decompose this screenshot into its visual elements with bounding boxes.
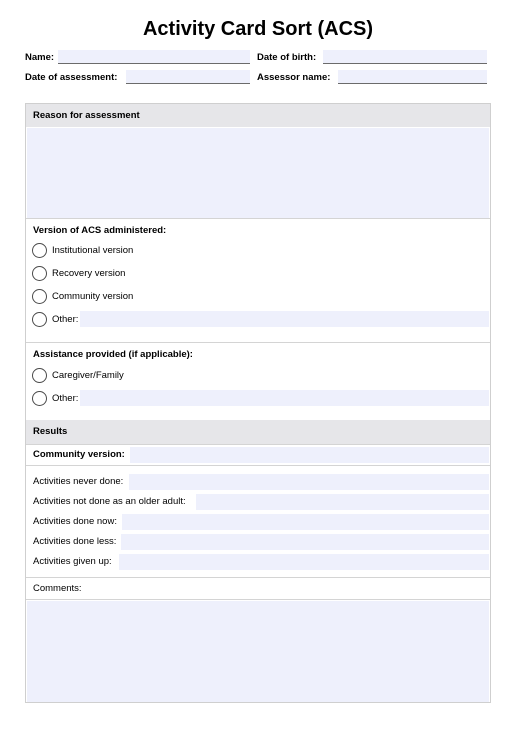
- assistance-other-field[interactable]: [80, 390, 489, 406]
- divider: [26, 342, 490, 343]
- community-version-label: Community version:: [33, 449, 125, 460]
- divider: [26, 444, 490, 445]
- date-of-assessment-field[interactable]: [126, 70, 250, 84]
- comments-label: Comments:: [33, 583, 82, 594]
- version-other-field[interactable]: [80, 311, 489, 327]
- version-heading: Version of ACS administered:: [33, 225, 167, 236]
- radio-community-version[interactable]: [32, 289, 47, 304]
- divider: [26, 218, 490, 219]
- option-label-version-other: Other:: [52, 314, 79, 325]
- community-version-field[interactable]: [130, 447, 489, 463]
- activities-given-up-field[interactable]: [119, 554, 489, 570]
- divider: [26, 599, 490, 600]
- date-of-birth-label: Date of birth:: [257, 52, 317, 63]
- radio-institutional-version[interactable]: [32, 243, 47, 258]
- reason-textarea[interactable]: [27, 128, 489, 218]
- results-section-header: Results: [26, 420, 490, 444]
- activities-done-less-label: Activities done less:: [33, 536, 117, 547]
- activities-done-now-label: Activities done now:: [33, 516, 117, 527]
- date-of-assessment-label: Date of assessment:: [25, 72, 118, 83]
- date-of-birth-field[interactable]: [323, 50, 487, 64]
- assistance-heading: Assistance provided (if applicable):: [33, 349, 193, 360]
- option-label-community-version: Community version: [52, 291, 134, 302]
- radio-version-other[interactable]: [32, 312, 47, 327]
- activities-given-up-label: Activities given up:: [33, 556, 112, 567]
- activities-done-now-field[interactable]: [122, 514, 489, 530]
- activities-never-done-label: Activities never done:: [33, 476, 124, 487]
- option-label-institutional-version: Institutional version: [52, 245, 134, 256]
- divider: [26, 465, 490, 466]
- assessor-name-label: Assessor name:: [257, 72, 331, 83]
- activities-not-done-older-label: Activities not done as an older adult:: [33, 496, 186, 507]
- activities-done-less-field[interactable]: [121, 534, 489, 550]
- assessment-form: [25, 103, 491, 703]
- option-label-recovery-version: Recovery version: [52, 268, 126, 279]
- name-label: Name:: [25, 52, 55, 63]
- name-field[interactable]: [58, 50, 250, 64]
- radio-caregiver-family[interactable]: [32, 368, 47, 383]
- activities-never-done-field[interactable]: [129, 474, 489, 490]
- radio-recovery-version[interactable]: [32, 266, 47, 281]
- divider: [26, 577, 490, 578]
- radio-assistance-other[interactable]: [32, 391, 47, 406]
- option-label-assistance-other: Other:: [52, 393, 79, 404]
- option-label-caregiver-family: Caregiver/Family: [52, 370, 124, 381]
- reason-section-header: Reason for assessment: [26, 104, 490, 127]
- comments-textarea[interactable]: [27, 601, 489, 702]
- assessor-name-field[interactable]: [338, 70, 487, 84]
- page-title: Activity Card Sort (ACS): [142, 18, 374, 40]
- activities-not-done-older-field[interactable]: [196, 494, 489, 510]
